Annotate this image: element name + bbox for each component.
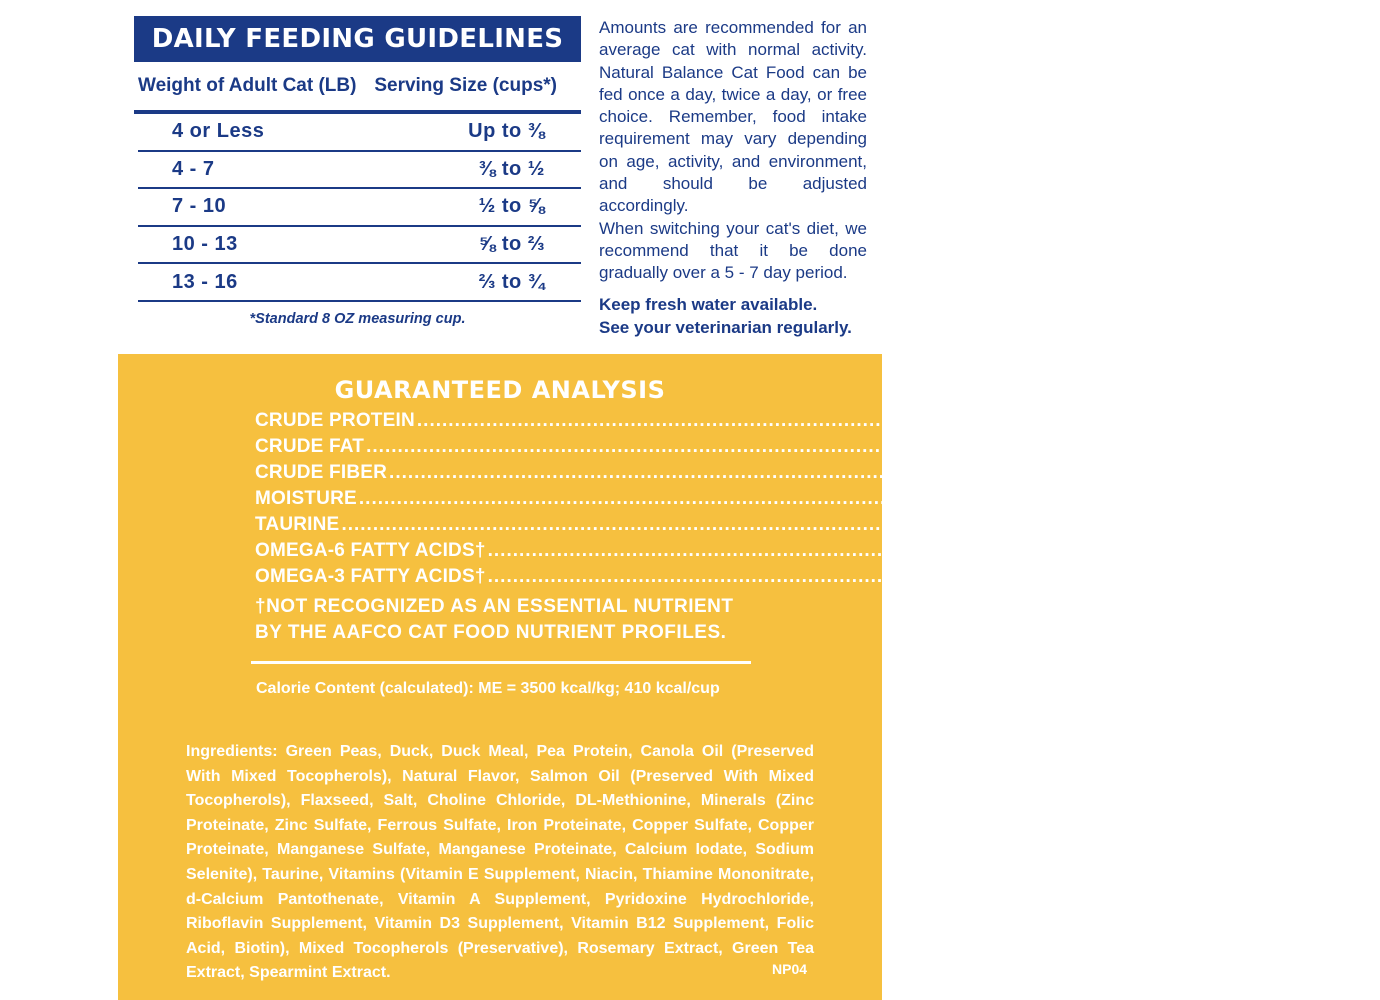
nutrient-value: 11.5% MINIMUM: [1121, 436, 1268, 457]
table-row: [138, 152, 581, 190]
product-code: NP04: [772, 961, 808, 977]
nutrient-name: CRUDE FAT: [255, 436, 365, 457]
analysis-list: [255, 410, 1380, 646]
table-row: [138, 227, 581, 265]
diet-switch-paragraph: When switching your cat's diet, we recommend that it be done gradually over a 5 - 7 day period.: [599, 218, 867, 283]
list-item: [255, 462, 1289, 488]
dot-leader: ........................................................................................................................: [487, 540, 1242, 561]
nutrient-name: CRUDE PROTEIN: [255, 410, 415, 431]
weight-column-header: Weight of Adult Cat (LB): [138, 75, 357, 96]
analysis-panel: [118, 354, 1380, 1000]
serving-column-header: Serving Size (cups*): [374, 75, 557, 96]
list-item: [255, 540, 1380, 566]
serving-cell: ⅔ to ¾: [478, 270, 545, 293]
dot-leader: ........................................................................................................................: [366, 436, 1120, 457]
nutrient-name: TAURINE: [255, 514, 340, 535]
water-reminder: Keep fresh water available.: [599, 294, 818, 314]
weight-cell: 10 - 13: [172, 233, 238, 256]
dot-leader: ........................................................................................................................: [389, 462, 1143, 483]
weight-cell: 7 - 10: [172, 195, 227, 218]
feeding-instructions: [599, 17, 867, 339]
calorie-content: Calorie Content (calculated): ME = 3500 kcal/kg; 410 kcal/cup: [256, 680, 720, 697]
section-divider: [251, 661, 751, 664]
nutrient-value: 1.5% MINIMUM: [1243, 540, 1380, 561]
serving-cell: ⅝ to ⅔: [478, 233, 545, 256]
dot-leader: ........................................................................................................................: [487, 566, 1242, 587]
list-item: [255, 566, 1380, 592]
dot-leader: ........................................................................................................................: [341, 514, 1095, 535]
nutrient-value: 0.5% MINIMUM: [1243, 566, 1380, 587]
list-item: [255, 514, 1245, 540]
table-row: [138, 189, 581, 227]
vet-reminder: See your veterinarian regularly.: [599, 317, 852, 337]
nutrient-value: 10.0% MAXIMUM: [1114, 488, 1269, 509]
instructions-paragraph: Amounts are recommended for an average cat with normal activity. Natural Balance Cat Food can be fed once a day, twice a day, or free choice. Remember, food intake requirement may vary depending on age, activity, and environment, and should be adjusted accordingly.: [599, 18, 867, 216]
list-item: [255, 436, 1268, 462]
nutrient-value: 0.16% MINIMUM: [1096, 514, 1245, 535]
nutrient-name: OMEGA-3 FATTY ACIDS†: [255, 566, 486, 587]
list-item: [255, 488, 1269, 514]
feeding-title: DAILY FEEDING GUIDELINES: [134, 16, 581, 62]
nutrient-value: 5.0% MAXIMUM: [1144, 462, 1289, 483]
table-row: [138, 114, 581, 152]
serving-cell: ⅜ to ½: [478, 157, 545, 180]
serving-cell: ½ to ⅝: [478, 195, 545, 218]
nutrient-name: OMEGA-6 FATTY ACIDS†: [255, 540, 486, 561]
nutrient-name: MOISTURE: [255, 488, 357, 509]
serving-cell: Up to ⅜: [468, 120, 545, 143]
weight-cell: 4 - 7: [172, 157, 215, 180]
nutrient-value: 29.5% MINIMUM: [1172, 410, 1320, 431]
dot-leader: ........................................................................................................................: [358, 488, 1113, 509]
measuring-cup-note: *Standard 8 OZ measuring cup.: [249, 310, 466, 327]
aafco-footnote: †NOT RECOGNIZED AS AN ESSENTIAL NUTRIENT BY THE AAFCO CAT FOOD NUTRIENT PROFILES.: [255, 596, 734, 643]
feeding-column-headers: [134, 62, 581, 114]
weight-cell: 13 - 16: [172, 270, 238, 293]
ingredients-text: Ingredients: Green Peas, Duck, Duck Meal, Pea Protein, Canola Oil (Preserved With Mixed Tocopherols), Natural Flavor, Salmon Oil (Preserved With Mixed Tocopherols), Flaxseed, Salt, Choline Chloride, DL-Methionine, Minerals (Zinc Proteinate, Zinc Sulfate, Ferrous Sulfate, Iron Proteinate, Copper Sulfate, Copper Proteinate, Manganese Sulfate, Manganese Proteinate, Calcium Iodate, Sodium Selenite), Taurine, Vitamins (Vitamin E Supplement, Niacin, Thiamine Mononitrate, d-Calcium Pantothenate, Vitamin A Supplement, Pyridoxine Hydrochloride, Riboflavin Supplement, Vitamin D3 Supplement, Vitamin B12 Supplement, Folic Acid, Biotin), Mixed Tocopherols (Preservative), Rosemary Extract, Green Tea Extract, Spearmint Extract.: [186, 743, 814, 982]
nutrient-name: CRUDE FIBER: [255, 462, 388, 483]
table-row: [138, 264, 581, 302]
list-item: [255, 410, 1320, 436]
weight-cell: 4 or Less: [172, 120, 265, 143]
analysis-title: GUARANTEED ANALYSIS: [334, 376, 666, 404]
dot-leader: ........................................................................................................................: [416, 410, 1171, 431]
feeding-guidelines-table: [134, 16, 581, 327]
